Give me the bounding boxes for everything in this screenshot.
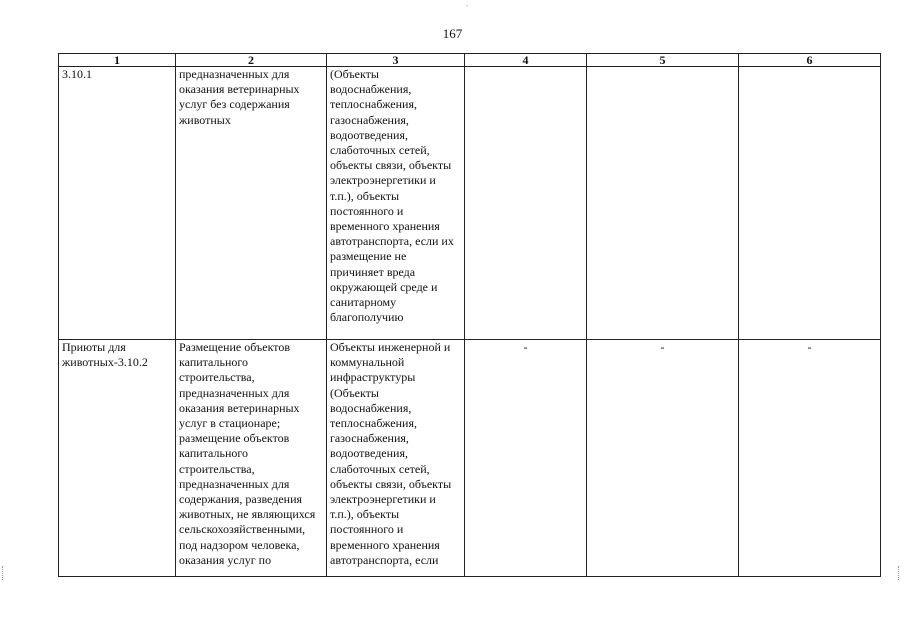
table-cell xyxy=(739,67,881,340)
table-cell: Объекты инженерной и коммунальной инфраструктуры (Объекты водоснабжения, теплоснабжения, газоснабжения, водоотведения, слаботочных сетей, объекты связи, объекты электроэнергетики и т.п.), объекты постоянного и временного хранения автотранспорта, если xyxy=(327,340,465,577)
header-row xyxy=(59,54,881,67)
column-header: 1 xyxy=(59,54,176,67)
page-number: 167 xyxy=(442,26,463,41)
scan-tick-mark: ` xyxy=(466,4,469,13)
table-cell: 3.10.1 xyxy=(59,67,176,340)
table-cell: Размещение объектов капитального строительства, предназначенных для оказания ветеринарных услуг в стационаре; размещение объектов капитального строительства, предназначенных для содержания, разведения животных, не являющихся сельскохозяйственными, под надзором человека, оказания услуг по xyxy=(176,340,327,577)
table-row xyxy=(59,340,881,577)
column-header: 3 xyxy=(327,54,465,67)
table-cell: Приюты для животных-3.10.2 xyxy=(59,340,176,577)
right-edge-mark xyxy=(898,566,903,580)
table-cell: - xyxy=(465,340,587,577)
table-cell: (Объекты водоснабжения, теплоснабжения, газоснабжения, водоотведения, слаботочных сетей, объекты связи, объекты электроэнергетики и т.п.), объекты постоянного и временного хранения автотранспорта, если их размещение не причиняет вреда окружающей среде и санитарному благополучию xyxy=(327,67,465,340)
column-header: 5 xyxy=(587,54,739,67)
table-cell: - xyxy=(739,340,881,577)
table-cell xyxy=(587,67,739,340)
table-row xyxy=(59,67,881,340)
regulations-table xyxy=(58,53,881,577)
table-cell xyxy=(465,67,587,340)
table-cell: - xyxy=(587,340,739,577)
table-cell: предназначенных для оказания ветеринарных услуг без содержания животных xyxy=(176,67,327,340)
left-edge-mark xyxy=(2,566,7,580)
column-header: 4 xyxy=(465,54,587,67)
column-header: 2 xyxy=(176,54,327,67)
column-header: 6 xyxy=(739,54,881,67)
